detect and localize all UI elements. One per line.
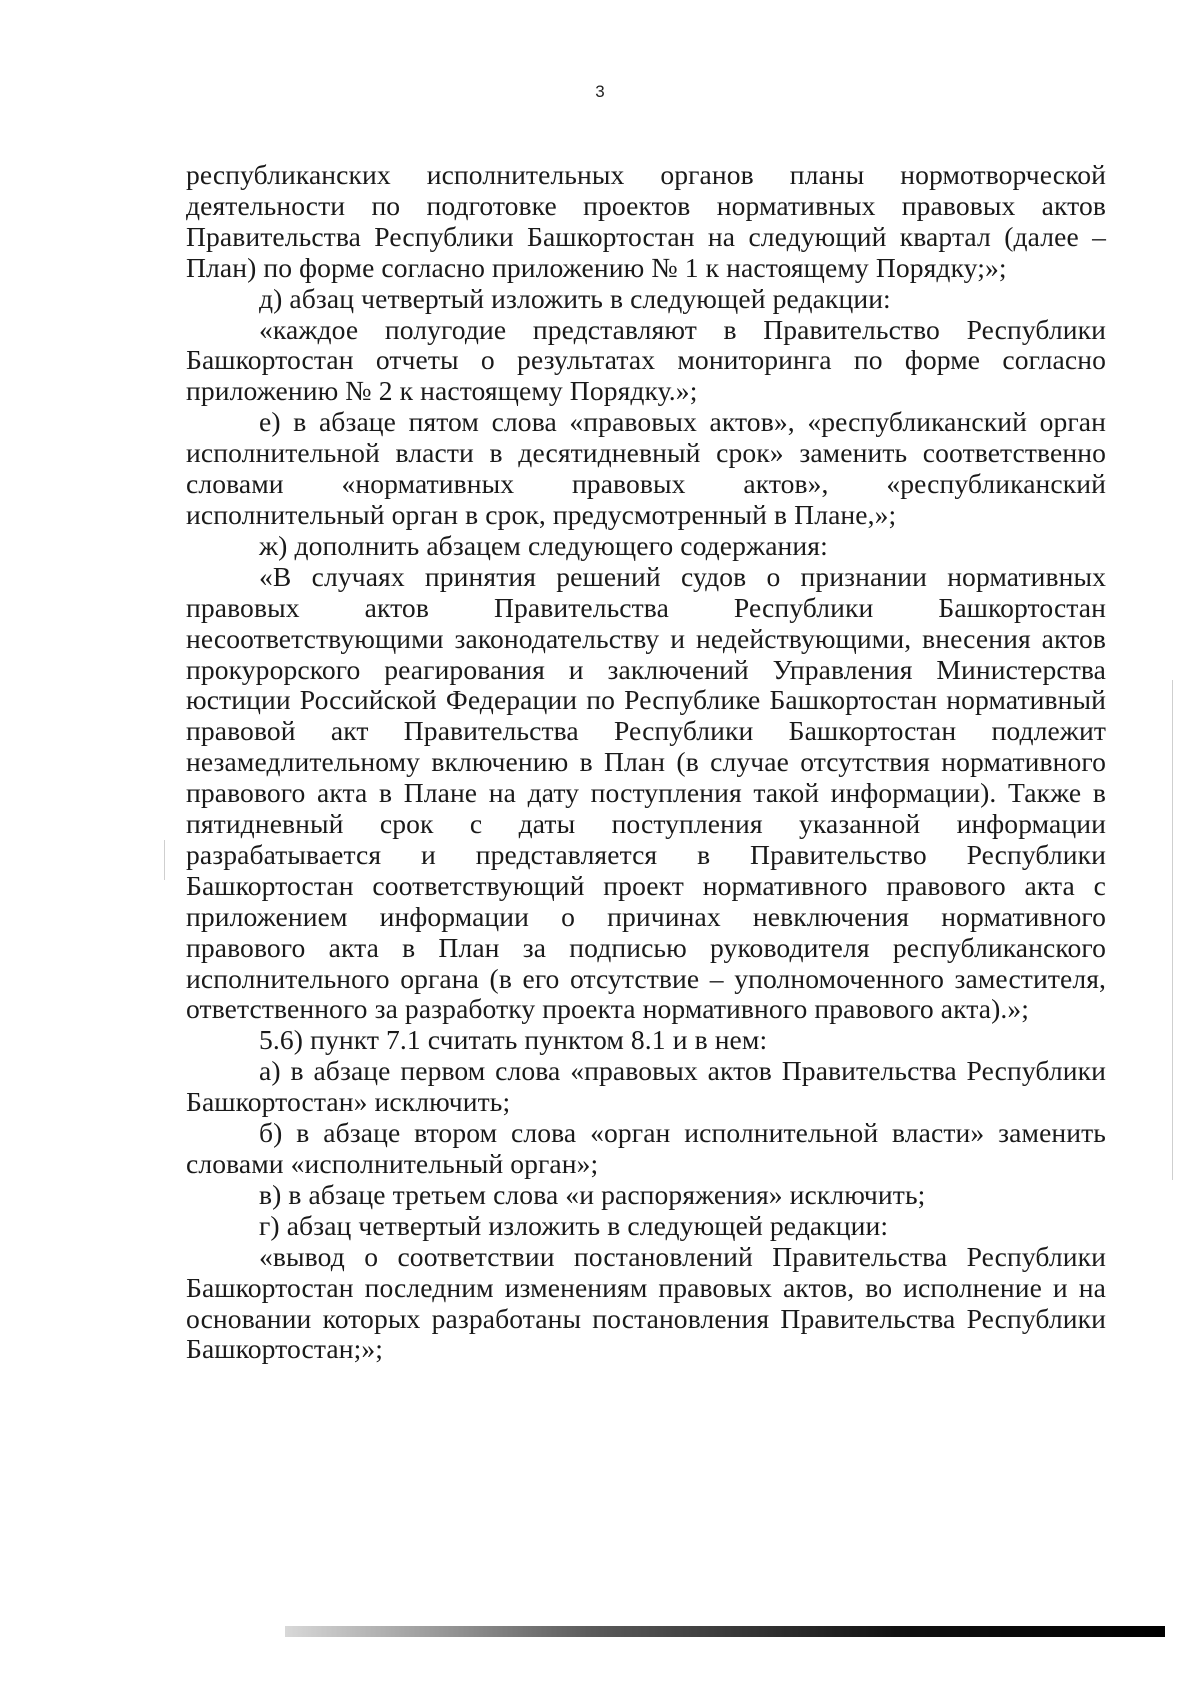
- paragraph-7: 5.6) пункт 7.1 считать пунктом 8.1 и в нем:: [259, 1024, 768, 1056]
- paragraph-3: «каждое полугодие представляют в Правительство Республики Башкортостан отчеты о результатах мониторинга по форме согласно приложению № 2 к настоящему Порядку.»;: [186, 313, 1106, 407]
- paragraph-12: «вывод о соответствии постановлений Правительства Республики Башкортостан последним изменениям правовых актов, во исполнение и на основании которых разработаны постановления Правительства Республики Башкортостан;»;: [186, 1240, 1106, 1365]
- scan-artifact-left: [164, 840, 165, 880]
- scan-artifact-right: [1172, 680, 1173, 1180]
- paragraph-6: «В случаях принятия решений судов о признании нормативных правовых актов Правительства Республики Башкортостан несоответствующими законодательству и недействующими, внесения актов прокурорского реагирования и заключений Управления Министерства юстиции Российской Федерации по Республике Башкортостан нормативный правовой акт Правительства Республики Башкортостан подлежит незамедлительному включению в План (в случае отсутствия нормативного правового акта в Плане на дату поступления такой информации). Также в пятидневный срок с даты поступления указанной информации разрабатывается и представляется в Правительство Республики Башкортостан соответствующий проект нормативного правового акта с приложением информации о причинах невключения нормативного правового акта в План за подписью руководителя республиканского исполнительного органа (в его отсутствие – уполномоченного заместителя, ответственного за разработку проекта нормативного правового акта).»;: [186, 560, 1106, 1025]
- page-number: 3: [595, 82, 605, 101]
- paragraph-10: в) в абзаце третьем слова «и распоряжения» исключить;: [259, 1178, 926, 1210]
- paragraph-4: е) в абзаце пятом слова «правовых актов», «республиканский орган исполнительной власти в десятидневный срок» заменить соответственно словами «нормативных правовых актов», «республиканский исполнительный орган в срок, предусмотренный в Плане,»;: [186, 406, 1106, 530]
- paragraph-2: д) абзац четвертый изложить в следующей редакции:: [259, 282, 891, 314]
- paragraph-1: республиканских исполнительных органов планы нормотворческой деятельности по подготовке проектов нормативных правовых актов Правительства Республики Башкортостан на следующий квартал (далее – План) по форме согласно приложению № 1 к настоящему Порядку;»;: [186, 159, 1106, 283]
- document-body: [186, 160, 1106, 1365]
- paragraph-11: г) абзац четвертый изложить в следующей редакции:: [259, 1209, 889, 1241]
- paragraph-9: б) в абзаце втором слова «орган исполнительной власти» заменить словами «исполнительный орган»;: [186, 1117, 1106, 1179]
- paragraph-8: а) в абзаце первом слова «правовых актов Правительства Республики Башкортостан» исключить;: [186, 1055, 1106, 1118]
- paragraph-5: ж) дополнить абзацем следующего содержания:: [259, 529, 828, 561]
- bottom-scan-bar: [285, 1626, 1165, 1637]
